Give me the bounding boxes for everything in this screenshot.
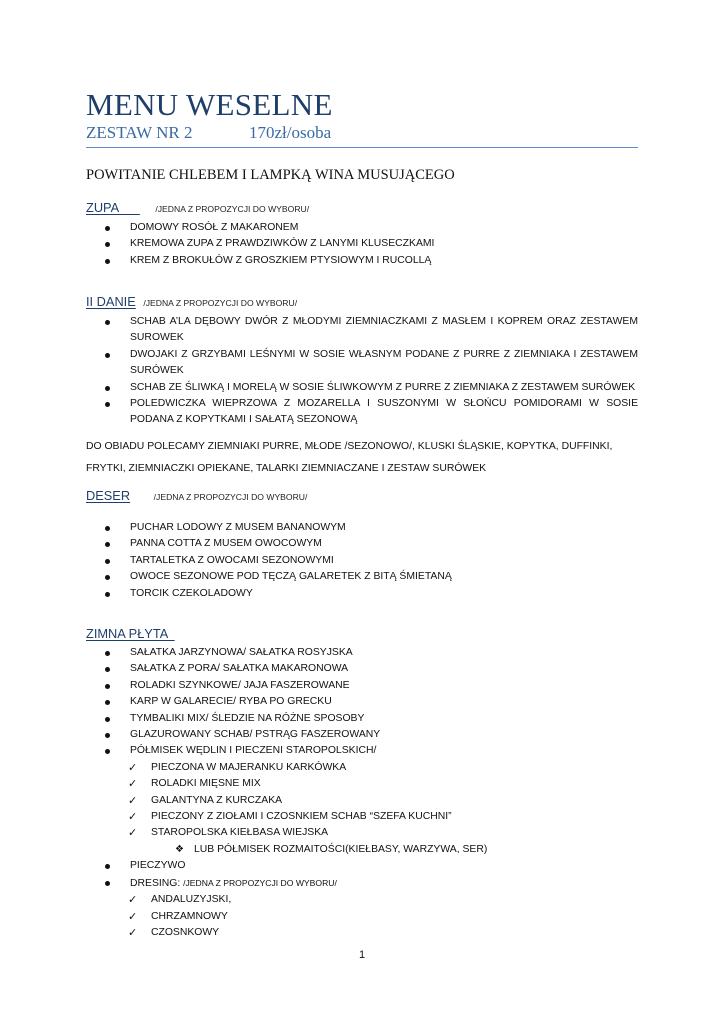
bullet-icon <box>105 353 110 358</box>
checkmark-icon: ✓ <box>128 909 138 923</box>
list-item: PÓŁMISEK WĘDLIN I PIECZENI STAROPOLSKICH/ <box>0 743 487 759</box>
zimna-heading: ZIMNA PŁYTA <box>86 626 175 641</box>
title-divider <box>86 147 638 148</box>
welcome-line: POWITANIE CHLEBEM I LAMPKĄ WINA MUSUJĄCEGO <box>86 167 455 183</box>
bullet-icon <box>105 700 110 705</box>
list-item: ✓ PIECZONA W MAJERANKU KARKÓWKA <box>0 760 487 776</box>
section-danie-heading <box>86 294 297 309</box>
page-title: MENU WESELNE <box>86 87 333 122</box>
section-zupa-heading <box>86 200 309 215</box>
bullet-icon <box>105 242 110 247</box>
section-deser-heading <box>86 488 307 503</box>
danie-note: /JEDNA Z PROPOZYCJI DO WYBORU/ <box>143 298 298 308</box>
bullet-icon <box>105 526 110 531</box>
list-item: PANNA COTTA Z MUSEM OWOCOWYM <box>0 536 452 552</box>
list-item: PIECZYWO <box>0 858 487 874</box>
bullet-icon <box>105 402 110 407</box>
bullet-icon <box>105 651 110 656</box>
list-item: GLAZUROWANY SCHAB/ PSTRĄG FASZEROWANY <box>0 727 487 743</box>
dinner-recommendation: DO OBIADU POLECAMY ZIEMNIAKI PURRE, MŁODE /SEZONOWO/, KLUSKI ŚLĄSKIE, KOPYTKA, DUFFINKI, FRYTKI, ZIEMNIACZKI OPIEKANE, TALARKI ZIEMNIACZANE I ZESTAW SURÓWEK <box>86 441 613 474</box>
list-item: ✓ CZOSNKOWY <box>0 925 487 941</box>
list-item: KARP W GALARECIE/ RYBA PO GRECKU <box>0 694 487 710</box>
danie-list <box>0 314 638 429</box>
list-item: DRESING: /JEDNA Z PROPOZYCJI DO WYBORU/ <box>0 875 487 892</box>
checkmark-icon: ✓ <box>128 793 138 807</box>
checkmark-icon: ✓ <box>128 810 138 824</box>
list-item: ✓ ROLADKI MIĘSNE MIX <box>0 776 487 792</box>
list-item: ✓ PIECZONY Z ZIOŁAMI I CZOSNKIEM SCHAB “SZEFA KUCHNI” <box>0 809 487 825</box>
list-item: ✓ STAROPOLSKA KIEŁBASA WIEJSKA <box>0 825 487 841</box>
zupa-note: /JEDNA Z PROPOZYCJI DO WYBORU/ <box>155 204 310 214</box>
zupa-heading: ZUPA <box>86 200 140 215</box>
bullet-icon <box>105 542 110 547</box>
list-item: ✓ ANDALUZYJSKI, <box>0 892 487 908</box>
zupa-list <box>0 220 434 269</box>
set-price: 170zł/osoba <box>249 123 332 142</box>
bullet-icon <box>105 320 110 325</box>
bullet-icon <box>105 684 110 689</box>
checkmark-icon: ✓ <box>128 826 138 840</box>
zimna-list <box>0 645 487 941</box>
set-number: ZESTAW NR 2 <box>86 123 193 142</box>
list-item: SCHAB A’LA DĘBOWY DWÓR Z MŁODYMI ZIEMNIACZKAMI Z MASŁEM I KOPREM ORAZ ZESTAWEM SUROWEK <box>0 314 638 347</box>
checkmark-icon: ✓ <box>128 760 138 774</box>
bullet-icon <box>105 386 110 391</box>
list-item: DOMOWY ROSÓŁ Z MAKARONEM <box>0 220 434 236</box>
list-item: SAŁATKA JARZYNOWA/ SAŁATKA ROSYJSKA <box>0 645 487 661</box>
deser-list <box>0 520 452 602</box>
set-subtitle <box>86 122 332 144</box>
deser-note: /JEDNA Z PROPOZYCJI DO WYBORU/ <box>153 492 308 502</box>
list-item: TORCIK CZEKOLADOWY <box>0 586 452 602</box>
checkmark-icon: ✓ <box>128 925 138 939</box>
bullet-icon <box>105 226 110 231</box>
dressing-note: /JEDNA Z PROPOZYCJI DO WYBORU/ <box>183 877 337 888</box>
list-item: ✓ CHRZAMNOWY <box>0 909 487 925</box>
bullet-icon <box>105 749 110 754</box>
bullet-icon <box>105 667 110 672</box>
bullet-icon <box>105 881 110 886</box>
bullet-icon <box>105 559 110 564</box>
list-item: OWOCE SEZONOWE POD TĘCZĄ GALARETEK Z BITĄ ŚMIETANĄ <box>0 569 452 585</box>
deser-heading: DESER <box>86 488 131 503</box>
list-item: SCHAB ZE ŚLIWKĄ I MORELĄ W SOSIE ŚLIWKOWYM Z PURRE Z ZIEMNIAKA Z ZESTAWEM SURÓWEK <box>0 380 638 396</box>
danie-heading: II DANIE <box>86 294 136 309</box>
bullet-icon <box>105 717 110 722</box>
bullet-icon <box>105 864 110 869</box>
list-item: PUCHAR LODOWY Z MUSEM BANANOWYM <box>0 520 452 536</box>
list-item: POLEDWICZKA WIEPRZOWA Z MOZARELLA I SUSZONYMI W SŁOŃCU POMIDORAMI W SOSIE PODANA Z KOPYTKAMI I SAŁATĄ SEZONOWĄ <box>0 396 638 429</box>
list-item: ❖ LUB PÓŁMISEK ROZMAITOŚCI(KIEŁBASY, WARZYWA, SER) <box>0 842 487 858</box>
list-item: SAŁATKA Z PORA/ SAŁATKA MAKARONOWA <box>0 661 487 677</box>
bullet-icon <box>105 592 110 597</box>
page-number: 1 <box>358 949 366 961</box>
list-item: ROLADKI SZYNKOWE/ JAJA FASZEROWANE <box>0 678 487 694</box>
bullet-icon <box>105 259 110 264</box>
checkmark-icon: ✓ <box>128 893 138 907</box>
list-item: TYMBALIKI MIX/ ŚLEDZIE NA RÓŻNE SPOSOBY <box>0 711 487 727</box>
list-item: KREMOWA ZUPA Z PRAWDZIWKÓW Z LANYMI KLUSECZKAMI <box>0 236 434 252</box>
checkmark-icon: ✓ <box>128 777 138 791</box>
list-item: TARTALETKA Z OWOCAMI SEZONOWYMI <box>0 553 452 569</box>
section-zimna-heading <box>86 626 175 641</box>
list-item: ✓ GALANTYNA Z KURCZAKA <box>0 793 487 809</box>
list-item: KREM Z BROKUŁÓW Z GROSZKIEM PTYSIOWYM I RUCOLLĄ <box>0 253 434 269</box>
list-item: DWOJAKI Z GRZYBAMI LEŚNYMI W SOSIE WŁASNYM PODANE Z PURRE Z ZIEMNIAKA I ZESTAWEM SURÓWEK <box>0 347 638 380</box>
bullet-icon <box>105 575 110 580</box>
bullet-icon <box>105 733 110 738</box>
diamond-bullet-icon: ❖ <box>175 843 184 855</box>
